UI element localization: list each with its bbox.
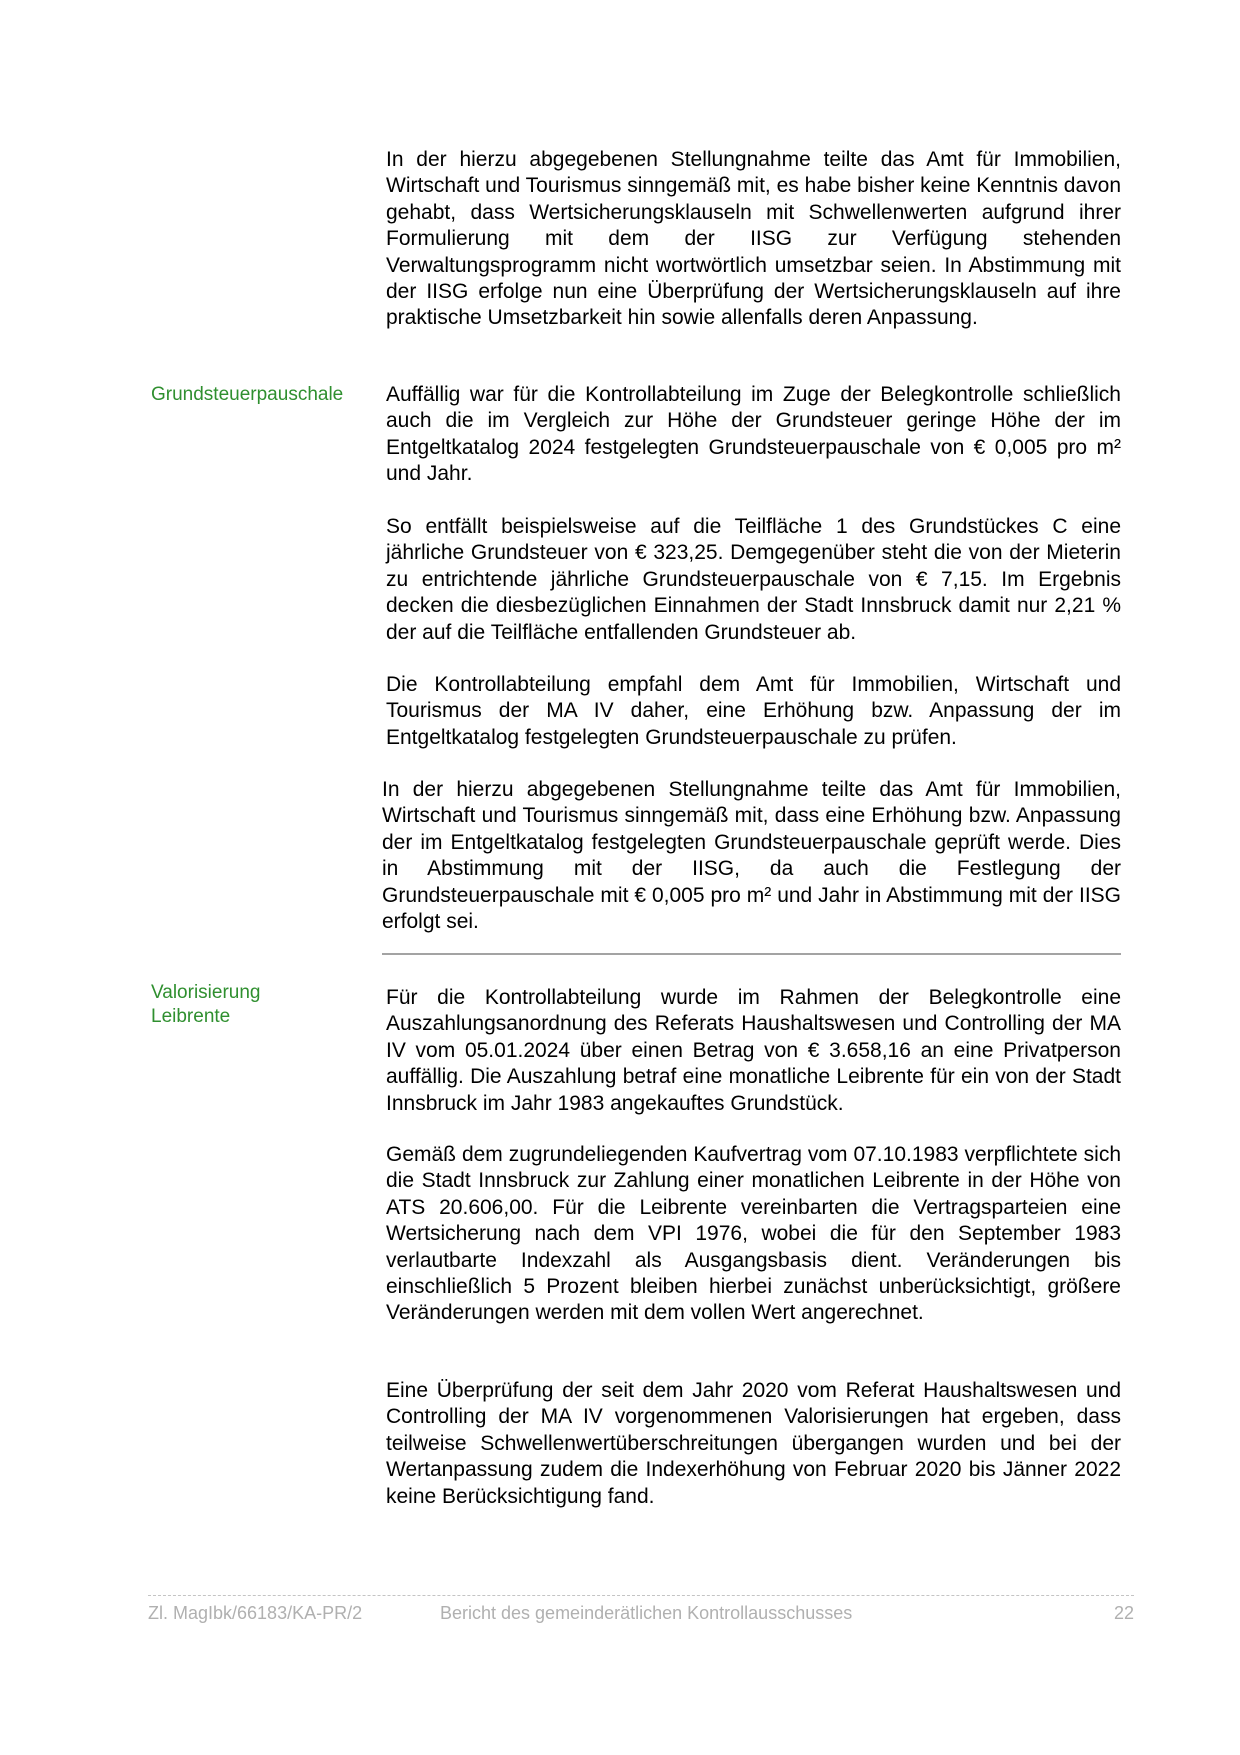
side-heading-grundsteuerpauschale: Grundsteuerpauschale <box>151 384 344 405</box>
side-heading-line-1: Valorisierung <box>151 982 261 1003</box>
paragraph-stellungnahme-wertsicherung: In der hierzu abgegebenen Stellungnahme teilte das Amt für Immobilien, Wirtschaft und Tourismus sinngemäß mit, es habe bisher keine Kenntnis davon gehabt, dass Wertsicherungsklauseln mit Schwellenwerten aufgrund ihrer Formulierung mit dem der IISG zur Verfügung stehenden Verwaltungsprogramm nicht wortwörtlich umsetzbar seien. In Abstimmung mit der IISG erfolge nun eine Überprüfung der Wertsicherungsklauseln auf ihre praktische Umsetzbarkeit hin sowie allenfalls deren Anpassung. <box>386 148 1121 330</box>
footer-reference: Zl. MagIbk/66183/KA-PR/2 <box>148 1603 363 1623</box>
paragraph-grundsteuer-auffaellig: Auffällig war für die Kontrollabteilung im Zuge der Belegkontrolle schließlich auch die im Vergleich zur Höhe der Grundsteuer geringe Höhe der im Entgeltkatalog 2024 festgelegten Grundsteuerpauschale von € 0,005 pro m² und Jahr. <box>386 383 1121 486</box>
side-heading-valorisierung-leibrente <box>151 981 381 1029</box>
paragraph-kaufvertrag: Gemäß dem zugrundeliegenden Kaufvertrag vom 07.10.1983 verpflichtete sich die Stadt Innsbruck zur Zahlung einer monatlichen Leibrente in der Höhe von ATS 20.606,00. Für die Leibrente vereinbarten die Vertragsparteien eine Wertsicherung nach dem VPI 1976, wobei die für den September 1983 verlautbarte Indexzahl als Ausgangsbasis dient. Veränderungen bis einschließlich 5 Prozent bleiben hierbei zunächst unberücksichtigt, größere Veränderungen werden mit dem vollen Wert angerechnet. <box>386 1143 1121 1325</box>
footer-divider <box>148 1595 1134 1596</box>
footer-page-number: 22 <box>1113 1603 1134 1623</box>
paragraph-ueberpruefung-valorisierungen: Eine Überprüfung der seit dem Jahr 2020 vom Referat Haushaltswesen und Controlling der MA IV vorgenommenen Valorisierungen hat ergeben, dass teilweise Schwellenwertüberschreitungen übergangen wurden und bei der Wertanpassung zudem die Indexerhöhung von Februar 2020 bis Jänner 2022 keine Berücksichtigung fand. <box>386 1379 1121 1508</box>
side-heading-line-2: Leibrente <box>151 1006 231 1027</box>
paragraph-auszahlungsanordnung: Für die Kontrollabteilung wurde im Rahmen der Belegkontrolle eine Auszahlungsanordnung des Referats Haushaltswesen und Controlling der MA IV vom 05.01.2024 über einen Betrag von € 3.658,16 an eine Privatperson auffällig. Die Auszahlung betraf eine monatliche Leibrente für ein von der Stadt Innsbruck im Jahr 1983 angekauftes Grundstück. <box>386 986 1121 1115</box>
paragraph-teilflaeche-beispiel: So entfällt beispielsweise auf die Teilfläche 1 des Grundstückes C eine jährliche Grundsteuer von € 323,25. Demgegenüber steht die von der Mieterin zu entrichtende jährliche Grundsteuerpauschale von € 7,15. Im Ergebnis decken die diesbezüglichen Einnahmen der Stadt Innsbruck damit nur 2,21 % der auf die Teilfläche entfallenden Grundsteuer ab. <box>386 515 1121 644</box>
footer-title: Bericht des gemeinderätlichen Kontrollausschusses <box>440 1603 853 1623</box>
section-divider <box>382 953 1121 955</box>
paragraph-stellungnahme-grundsteuer: In der hierzu abgegebenen Stellungnahme teilte das Amt für Immobilien, Wirtschaft und Tourismus sinngemäß mit, dass eine Erhöhung bzw. Anpassung der im Entgeltkatalog festgelegten Grundsteuerpauschale geprüft werde. Dies in Abstimmung mit der IISG, da auch die Festlegung der Grundsteuerpauschale mit € 0,005 pro m² und Jahr in Abstimmung mit der IISG erfolgt sei. <box>382 778 1121 934</box>
paragraph-empfehlung: Die Kontrollabteilung empfahl dem Amt für Immobilien, Wirtschaft und Tourismus der MA IV daher, eine Erhöhung bzw. Anpassung der im Entgeltkatalog festgelegten Grundsteuerpauschale zu prüfen. <box>386 673 1121 749</box>
